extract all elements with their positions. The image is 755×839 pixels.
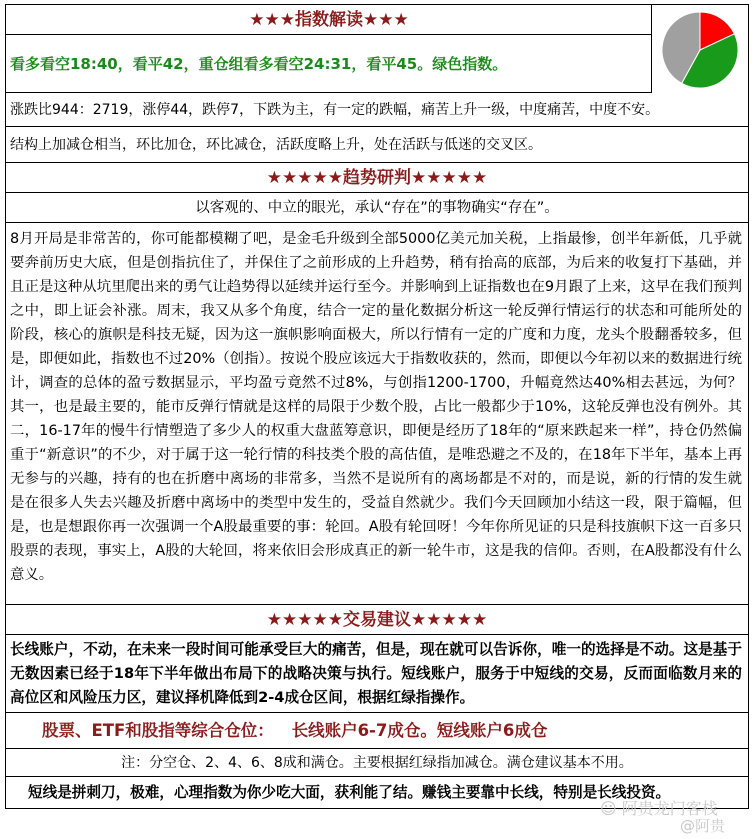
trading-advice-body: 长线账户，不动，在未来一段时间可能承受巨大的痛苦，但是，现在就可以告诉你，唯一的选择是不动。这是基于无数因素已经于18年下半年做出布局下的战略决策与执行。短线账户，服务于中短线的交易，反而面临数月来的高位区和风险压力区，建议择机降低到2-4成仓区间，根据红绿指操作。 xyxy=(6,635,748,713)
trend-research-title: ★★★★★趋势研判★★★★★ xyxy=(6,163,748,193)
structure-line: 结构上加减仓相当，环比加仓，环比减仓，活跃度略上升，处在活跃与低迷的交叉区。 xyxy=(6,127,748,163)
advance-decline-line: 涨跌比944：2719，涨停44，跌停7，下跌为主，有一定的跌幅，痛苦上升一级，中度痛苦，中度不安。 xyxy=(6,93,748,127)
position-line xyxy=(6,713,748,749)
closing-line: 短线是拼刺刀，极难，心理指数为你少吃大面，获利能了结。赚钱主要靠中长线，特别是长线投资。 xyxy=(28,784,671,801)
index-reading-title: ★★★指数解读★★★ xyxy=(6,5,652,35)
sentiment-pie-box xyxy=(651,5,748,93)
watermark-bottom: @阿贵 xyxy=(680,817,726,835)
pie-group xyxy=(662,12,738,88)
sentiment-line: 看多看空18:40，看平42，重仓组看多看空24:31，看平45。绿色指数。 xyxy=(6,35,652,93)
watermark-account-text: 阿贵龙门客栈 xyxy=(621,799,718,818)
position-value: 长线账户6-7成仓。短线账户6成仓 xyxy=(291,721,548,740)
trend-body: 8月开局是非常苦的，你可能都模糊了吧，是金毛升级到全部5000亿美元加关税，上指最惨，创半年新低，几乎就要奔前历史大底，但是创指抗住了，并保住了之前形成的上升趋势，稍有抬高的底部，为后来的收复打下基础，并且正是这种从坑里爬出来的勇气让趋势得以延续并运行至今。并影响到上证指数也在9月跟了上来，这早在我们预判之中，即上证会补涨。周末，我又从多个角度，结合一定的量化数据分析这一轮反弹行情运行的状态和可能所处的阶段，核心的旗帜是科技无疑，因为这一旗帜影响面极大，所以行情有一定的广度和力度，龙头个股翻番较多，但是，即便如此，指数也不过20%（创指）。按说个股应该远大于指数收获的，然而，即便以今年初以来的数据进行统计，调查的总体的盈亏数据显示，平均盈亏竟然不过8%，与创指1200-1700，升幅竟然达40%相去甚远，为何？其一，也是最主要的，能市反弹行情就是这样的局限于少数个股，占比一般都少于10%，这轮反弹也没有例外。其二，16-17年的慢牛行情塑造了多少人的权重大盘蓝筹意识，即便是经历了18年的“原来跌起来一样”，持仓仍然偏重于“新意识”的不少，对于属于这一轮行情的科技类个股的高估值，是唯恐避之不及的，在18年下半年，基本上再无参与的兴趣，持有的也在折磨中离场的非常多，当然不是说所有的离场都是不对的，而是说，新的行情的发生就是在很多人失去兴趣及折磨中离场中的类型中发生的，受益自然就少。我们今天回顾加小结这一段，限于篇幅，但是，也是想跟你再一次强调一个A股最重要的事：轮回。A股有轮回呀！今年你所见证的只是科技旗帜下这一百多只股票的表现，事实上，A股的大轮回，将来依旧会形成真正的新一轮牛市，这是我的信仰。否则，在A股都没有什么意义。 xyxy=(6,223,748,605)
position-note: 注：分空仓、2、4、6、8成和满仓。主要根据红绿指加减仓。满仓建议基本不用。 xyxy=(6,749,748,777)
wechat-icon: ☺ xyxy=(600,799,617,818)
sentiment-pie-chart xyxy=(652,5,748,93)
trading-advice-title: ★★★★★交易建议★★★★★ xyxy=(6,605,748,635)
report-sheet xyxy=(5,4,749,809)
position-label: 股票、ETF和股指等综合仓位： xyxy=(42,721,274,740)
trend-subtitle: 以客观的、中立的眼光，承认“存在”的事物确实“存在”。 xyxy=(6,193,748,223)
